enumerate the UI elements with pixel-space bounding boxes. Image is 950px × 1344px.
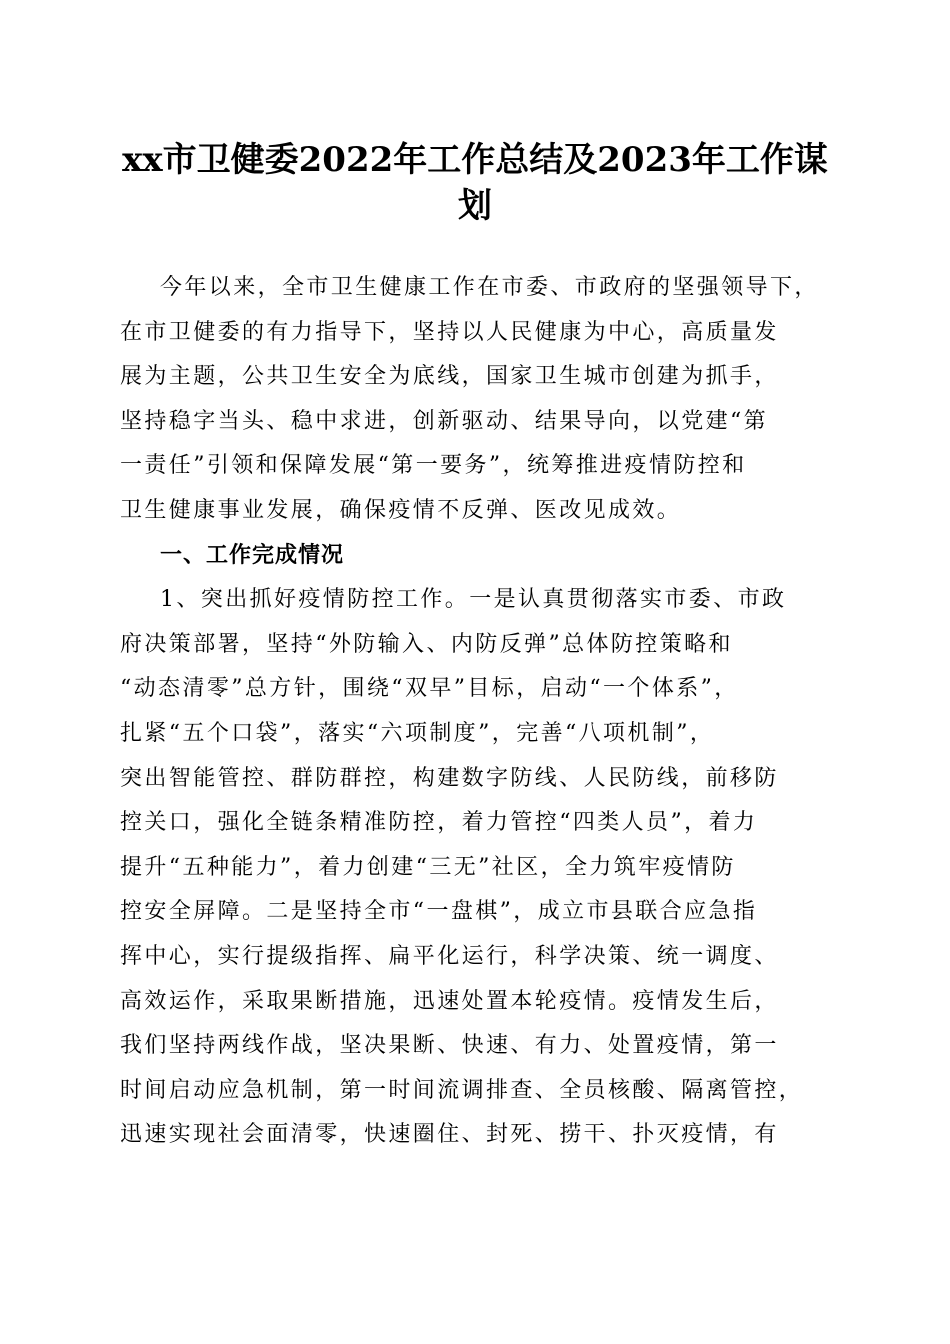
intro-paragraph-line: 一责任”引领和保障发展“第一要务”，统筹推进疫情防控和 [120,453,747,479]
section-paragraph-line: 1、突出抓好疫情防控工作。一是认真贯彻落实市委、市政 [160,587,787,613]
section-paragraph-line: “动态清零”总方针，围绕“双早”目标，启动“一个体系”， [120,676,739,702]
intro-paragraph-line: 展为主题，公共卫生安全为底线，国家卫生城市创建为抓手， [120,364,779,390]
section-paragraph-line: 迅速实现社会面清零，快速圈住、封死、捞干、扑灭疫情，有 [120,1122,779,1148]
section-paragraph-line: 扎紧“五个口袋”，落实“六项制度”，完善“八项机制”， [120,720,715,746]
section-paragraph-line: 我们坚持两线作战，坚决果断、快速、有力、处置疫情，第一 [120,1033,779,1059]
section-paragraph-line: 控安全屏障。二是坚持全市“一盘棋”，成立市县联合应急指 [120,899,758,925]
document-title-continued: 划 [458,186,492,226]
section-paragraph-line: 时间启动应急机制，第一时间流调排查、全员核酸、隔离管控， [120,1077,804,1103]
intro-paragraph-line: 在市卫健委的有力指导下，坚持以人民健康为中心，高质量发 [120,319,779,345]
intro-paragraph-line: 今年以来，全市卫生健康工作在市委、市政府的坚强领导下， [160,275,819,300]
section-paragraph-line: 府决策部署，坚持“外防输入、内防反弹”总体防控策略和 [120,631,733,657]
intro-paragraph-line: 卫生健康事业发展，确保疫情不反弹、医改见成效。 [120,497,682,523]
section-paragraph-line: 高效运作，采取果断措施，迅速处置本轮疫情。疫情发生后， [120,988,779,1014]
document-body [120,266,840,1158]
document-title: xx市卫健委2022年工作总结及2023年工作谋 [122,140,828,180]
section-paragraph-line: 突出智能管控、群防群控，构建数字防线、人民防线，前移防 [120,765,779,791]
intro-paragraph-line: 坚持稳字当头、稳中求进，创新驱动、结果导向，以党建“第 [120,408,769,434]
section-heading: 一、工作完成情况 [160,542,345,568]
section-paragraph-line: 控关口，强化全链条精准防控，着力管控“四类人员”，着力 [120,810,758,836]
section-paragraph-line: 提升“五种能力”，着力创建“三无”社区，全力筑牢疫情防 [120,854,736,880]
section-paragraph-line: 挥中心，实行提级指挥、扁平化运行，科学决策、统一调度、 [120,943,779,969]
